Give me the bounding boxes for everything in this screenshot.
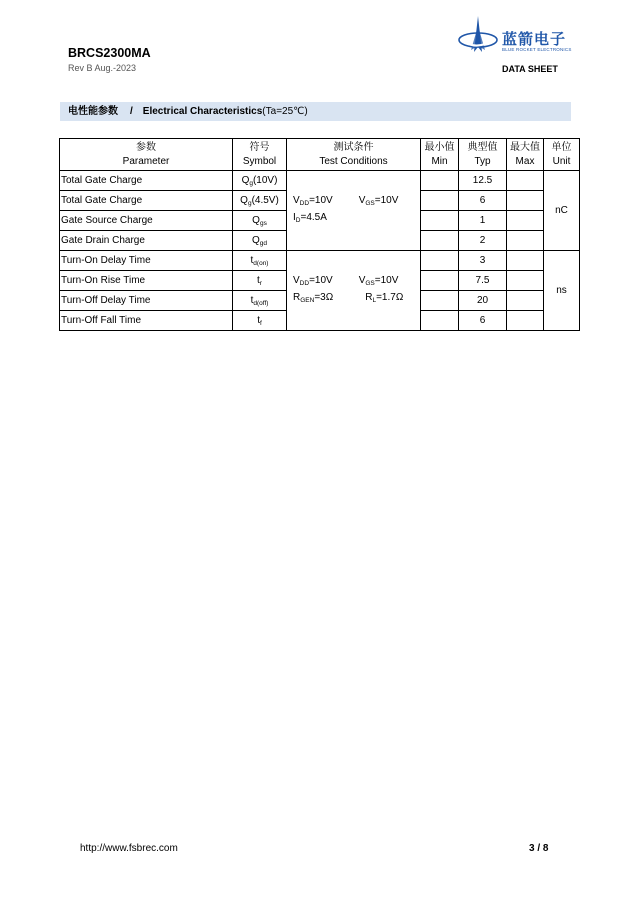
typ-cell: 6 <box>459 191 507 211</box>
max-cell <box>507 291 544 311</box>
brand-logo <box>458 14 578 62</box>
symbol-cell: $Q_g(4.5V)$ <box>233 191 287 211</box>
rocket-logo-icon <box>458 14 502 62</box>
typ-cell: 1 <box>459 211 507 231</box>
logo-subtitle: BLUE ROCKET ELECTRONICS <box>502 47 572 52</box>
param-cell: Turn-On Rise Time <box>60 271 233 291</box>
unit-cell-switching: ns <box>544 251 580 331</box>
min-cell <box>421 211 459 231</box>
footer-url: http://www.fsbrec.com <box>80 843 178 854</box>
section-title-cn: 电性能参数 <box>68 106 118 117</box>
param-cell: Turn-On Delay Time <box>60 251 233 271</box>
typ-cell: 6 <box>459 311 507 331</box>
part-number: BRCS2300MA <box>68 46 151 60</box>
param-cell: Gate Source Charge <box>60 211 233 231</box>
min-cell <box>421 311 459 331</box>
max-cell <box>507 211 544 231</box>
page-number: 3 / 8 <box>529 843 549 854</box>
min-cell <box>421 271 459 291</box>
typ-cell: 2 <box>459 231 507 251</box>
typ-cell: 3 <box>459 251 507 271</box>
symbol-cell: $t_f$ <box>233 311 287 331</box>
gate-charge-conditions: $V_{DD}=10V$ $V_{GS}=10V$ $I_D=4.5A$ <box>287 171 421 251</box>
revision: Rev B Aug.-2023 <box>68 63 137 73</box>
header-unit: 单位 Unit <box>544 139 580 171</box>
symbol-cell: $Q_g(10V)$ <box>233 171 287 191</box>
param-cell: Gate Drain Charge <box>60 231 233 251</box>
param-cell: Turn-Off Fall Time <box>60 311 233 331</box>
symbol-cell: $Q_{gs}$ <box>233 211 287 231</box>
section-header <box>60 102 571 121</box>
min-cell <box>421 191 459 211</box>
section-condition: (Ta=25℃) <box>262 106 308 117</box>
min-cell <box>421 251 459 271</box>
param-cell: Total Gate Charge <box>60 171 233 191</box>
switching-conditions: $V_{DD}=10V$ $V_{GS}=10V$ $R_{GEN}=3\Omega$ $R_L=1.7\Omega$ <box>287 251 421 331</box>
max-cell <box>507 271 544 291</box>
header-symbol: 符号 Symbol <box>233 139 287 171</box>
typ-cell: 20 <box>459 291 507 311</box>
param-cell: Turn-Off Delay Time <box>60 291 233 311</box>
section-separator: / <box>130 106 133 117</box>
header-max: 最大值 Max <box>507 139 544 171</box>
max-cell <box>507 171 544 191</box>
typ-cell: 12.5 <box>459 171 507 191</box>
min-cell <box>421 171 459 191</box>
param-cell: Total Gate Charge <box>60 191 233 211</box>
typ-cell: 7.5 <box>459 271 507 291</box>
min-cell <box>421 291 459 311</box>
symbol-cell: $Q_{gd}$ <box>233 231 287 251</box>
document-type: DATA SHEET <box>502 64 558 74</box>
header-conditions: 测试条件 Test Conditions <box>287 139 421 171</box>
max-cell <box>507 191 544 211</box>
symbol-cell: $t_{d(off)}$ <box>233 291 287 311</box>
table-row <box>60 171 580 191</box>
max-cell <box>507 251 544 271</box>
unit-cell-gate-charge: nC <box>544 171 580 251</box>
table-row <box>60 251 580 271</box>
section-title-en-text: Electrical Characteristics <box>142 106 263 117</box>
symbol-cell: $t_{d(on)}$ <box>233 251 287 271</box>
header-typ: 典型值 Typ <box>459 139 507 171</box>
electrical-characteristics-table <box>59 138 580 331</box>
symbol-cell: $t_r$ <box>233 271 287 291</box>
logo-name: 蓝箭电子 <box>502 31 567 48</box>
max-cell <box>507 231 544 251</box>
header-parameter: 参数 Parameter <box>60 139 233 171</box>
section-title-en <box>143 102 308 121</box>
max-cell <box>507 311 544 331</box>
header-min: 最小值 Min <box>421 139 459 171</box>
table-header-row <box>60 139 580 171</box>
min-cell <box>421 231 459 251</box>
